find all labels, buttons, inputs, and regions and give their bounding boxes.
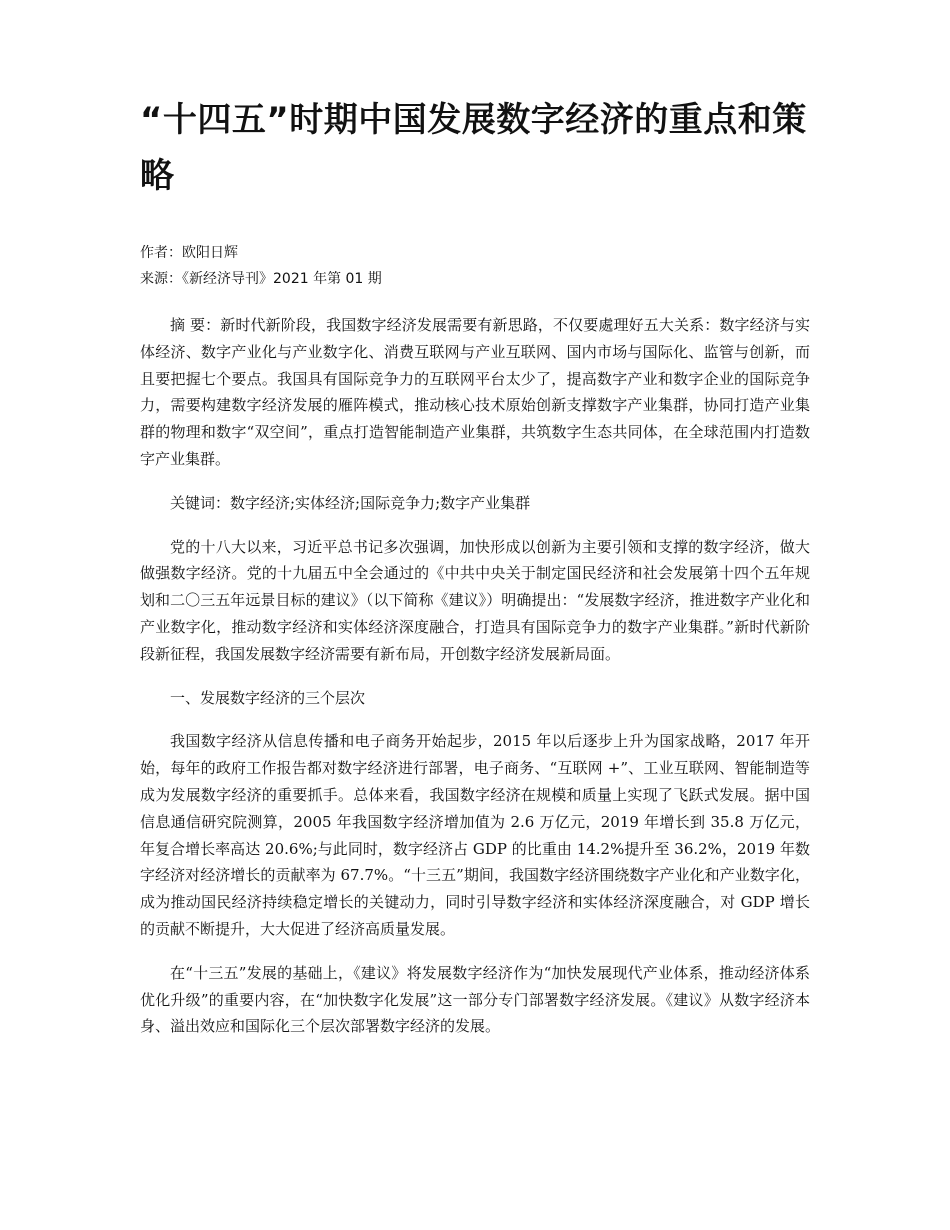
body-paragraph-1: 我国数字经济从信息传播和电子商务开始起步，2015 年以后逐步上升为国家战略，2017 年开始，每年的政府工作报告都对数字经济进行部署，电子商务、“互联网 +”、工业互联网、智能制造等成为发展数字经济的重要抓手。总体来看，我国数字经济在规模和质量上实现了飞跃式发展。据中国信息通信研究院测算，2005 年我国数字经济增加值为 2.6 万亿元，2019 年增长到 35.8 万亿元，年复合增长率高达 20.6%;与此同时，数字经济占 GDP 的比重由 14.2%提升至 36.2%，2019 年数字经济对经济增长的贡献率为 67.7%。“十三五”期间，我国数字经济围绕数字产业化和产业数字化，成为推动国民经济持续稳定增长的关键动力，同时引导数字经济和实体经济深度融合，对 GDP 增长的贡献不断提升，大大促进了经济高质量发展。 (140, 732, 810, 938)
body-paragraph-2: 在“十三五”发展的基础上，《建议》将发展数字经济作为“加快发展现代产业体系，推动经济体系优化升级”的重要内容，在“加快数字化发展”这一部分专门部署数字经济发展。《建议》从数字经济本身、溢出效应和国际化三个层次部署数字经济的发展。 (140, 963, 810, 1036)
abstract-paragraph: 摘 要：新时代新阶段，我国数字经济发展需要有新思路，不仅要處理好五大关系：数字经济与实体经济、数字产业化与产业数字化、消费互联网与产业互联网、国内市场与国际化、监管与创新，而且要把握七个要点。我国具有国际竞争力的互联网平台太少了，提高数字产业和数字企业的国际竞争力，需要构建数字经济发展的雁阵模式，推动核心技术原始创新支撑数字产业集群，协同打造产业集群的物理和数字“双空间”，重点打造智能制造产业集群，共筑数字生态共同体，在全球范围内打造数字产业集群。 (140, 316, 810, 468)
section-heading: 一、发展数字经济的三个层次 (170, 688, 366, 707)
source-line: 来源：《新经济导刊》2021 年第 01 期 (140, 271, 382, 287)
intro-paragraph: 党的十八大以来，习近平总书记多次强调，加快形成以创新为主要引领和支撑的数字经济，做大做强数字经济。党的十九届五中全会通过的《中共中央关于制定国民经济和社会发展第十四个五年规划和二〇三五年远景目标的建议》（以下简称《建议》）明确提出：“发展数字经济，推进数字产业化和产业数字化，推动数字经济和实体经济深度融合，打造具有国际竞争力的数字产业集群。”新时代新阶段新征程，我国发展数字经济需要有新布局，开创数字经济发展新局面。 (140, 537, 810, 663)
document-page (140, 92, 810, 1057)
article-title: “十四五”时期中国发展数字经济的重点和策略 (140, 100, 807, 196)
author-line: 作者：欧阳日辉 (140, 245, 238, 261)
keywords-paragraph: 关键词：数字经济;实体经济;国际竞争力;数字产业集群 (170, 493, 531, 512)
article-meta (140, 240, 810, 292)
